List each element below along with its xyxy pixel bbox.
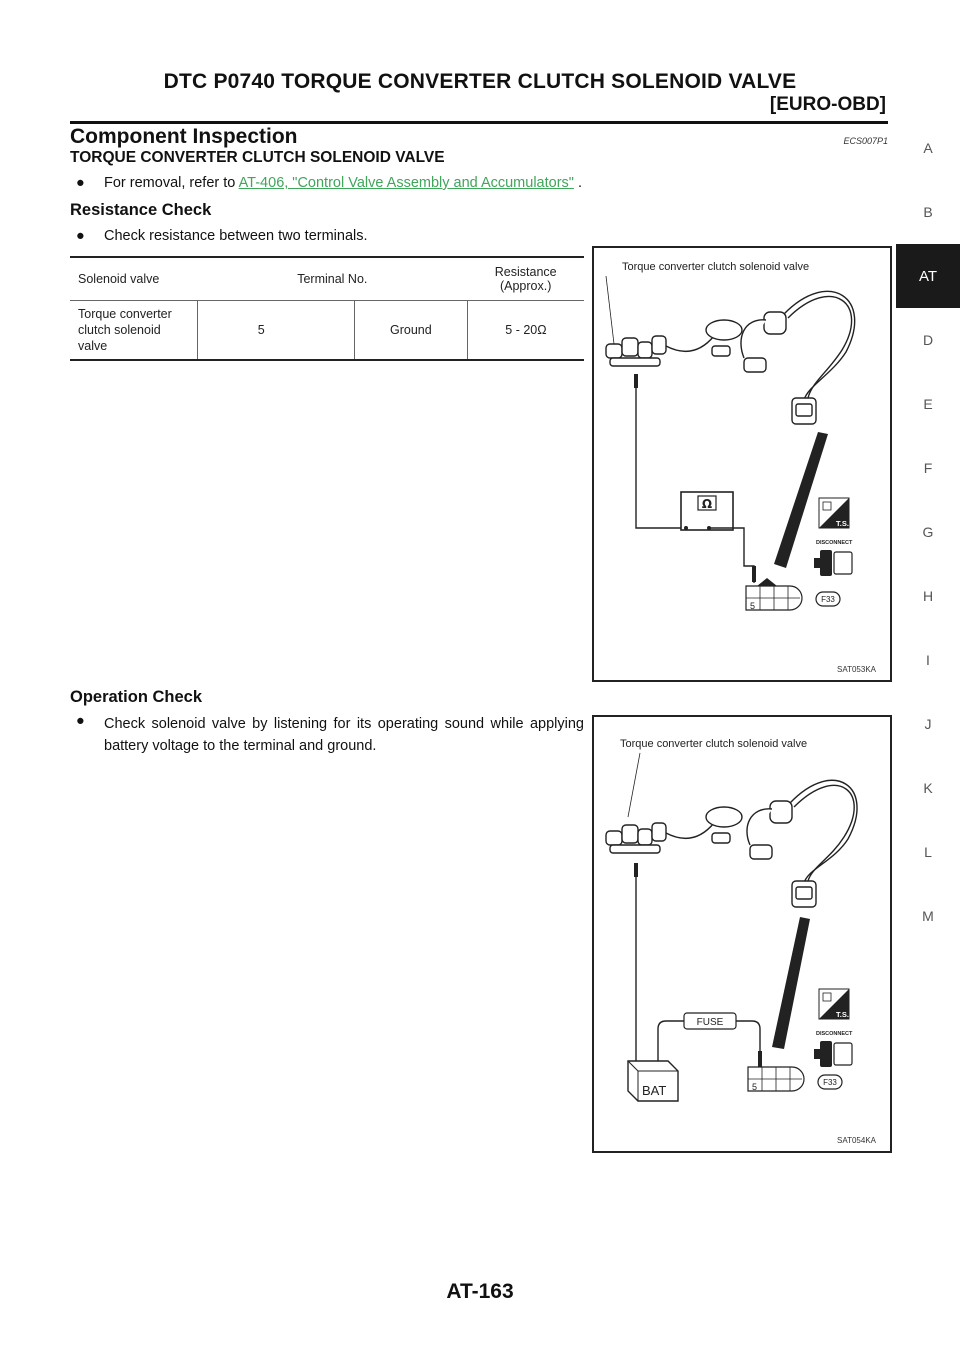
battery-illustration bbox=[628, 1061, 678, 1101]
cell-ground: Ground bbox=[354, 301, 467, 361]
figure-code: SAT054KA bbox=[837, 1136, 876, 1145]
section-tab-f[interactable]: F bbox=[923, 460, 933, 476]
terminal-label: 5 bbox=[752, 1082, 758, 1092]
page-header-subtitle: [EURO-OBD] bbox=[769, 94, 886, 115]
section-tab-b[interactable]: B bbox=[923, 204, 933, 220]
figure-resistance-check bbox=[592, 246, 892, 682]
col-resistance: Resistance (Approx.) bbox=[467, 257, 584, 301]
figure-caption: Torque converter clutch solenoid valve bbox=[622, 261, 810, 273]
removal-text: For removal, refer to AT-406, "Control Valve Assembly and Accumulators" . bbox=[104, 175, 582, 191]
figure-code: SAT053KA bbox=[837, 665, 876, 674]
operation-check-title: Operation Check bbox=[70, 688, 203, 706]
inspection-arrow bbox=[772, 917, 810, 1049]
svg-text:BAT: BAT bbox=[642, 1083, 667, 1098]
disconnect-connector-icon bbox=[814, 1041, 852, 1067]
figure-caption: Torque converter clutch solenoid valve bbox=[620, 738, 808, 750]
section-tab-at[interactable]: AT bbox=[896, 244, 960, 308]
section-tab-j[interactable]: J bbox=[924, 716, 932, 732]
ohm-icon: Ω bbox=[701, 497, 713, 511]
section-code: ECS007P1 bbox=[843, 136, 888, 146]
section-tab-l[interactable]: L bbox=[924, 844, 932, 860]
bullet-dot: ● bbox=[76, 228, 85, 244]
bullet-dot: ● bbox=[76, 713, 85, 729]
connector-label: F33 bbox=[823, 1078, 837, 1087]
section-tab-a[interactable]: A bbox=[923, 140, 933, 156]
resistance-bullet-text: Check resistance between two terminals. bbox=[104, 228, 368, 244]
cell-resistance: 5 - 20Ω bbox=[467, 301, 584, 361]
terminal-label: 5 bbox=[750, 601, 756, 611]
header-rule bbox=[70, 121, 888, 124]
section-tab-i[interactable]: I bbox=[926, 652, 930, 668]
ts-icon bbox=[819, 498, 849, 528]
table-row bbox=[70, 301, 584, 361]
section-title: Component Inspection bbox=[70, 125, 298, 148]
svg-text:T.S.: T.S. bbox=[836, 1010, 849, 1019]
page-number: AT-163 bbox=[446, 1280, 514, 1303]
resistance-check-title: Resistance Check bbox=[70, 201, 212, 219]
cell-terminal: 5 bbox=[197, 301, 354, 361]
operation-bullet-text: Check solenoid valve by listening for its operating sound while applying battery voltage to the terminal and ground. bbox=[104, 716, 584, 754]
operation-diagram bbox=[594, 717, 890, 1151]
disconnect-connector-icon bbox=[814, 550, 852, 576]
ts-icon bbox=[819, 989, 849, 1019]
solenoid-valve-illustration bbox=[606, 780, 857, 907]
svg-text:T.S.: T.S. bbox=[836, 519, 849, 528]
section-tab-e[interactable]: E bbox=[923, 396, 933, 412]
resistance-table bbox=[70, 256, 584, 361]
fuse-label: FUSE bbox=[696, 1017, 724, 1028]
bullet-dot: ● bbox=[76, 175, 85, 191]
disconnect-label: DISCONNECT bbox=[816, 1031, 853, 1037]
col-solenoid-valve: Solenoid valve bbox=[70, 257, 197, 301]
cell-valve: Torque converter clutch solenoid valve bbox=[70, 301, 197, 361]
section-tab-g[interactable]: G bbox=[922, 524, 934, 540]
section-tabs bbox=[896, 116, 960, 948]
removal-link[interactable]: AT-406, "Control Valve Assembly and Accumulators" bbox=[238, 175, 574, 191]
section-tab-d[interactable]: D bbox=[922, 332, 934, 348]
connector-label: F33 bbox=[821, 595, 835, 604]
col-terminal-no: Terminal No. bbox=[197, 257, 467, 301]
solenoid-valve-illustration bbox=[606, 291, 855, 424]
section-subtitle: TORQUE CONVERTER CLUTCH SOLENOID VALVE bbox=[70, 149, 445, 166]
section-tab-m[interactable]: M bbox=[922, 908, 934, 924]
disconnect-label: DISCONNECT bbox=[816, 540, 853, 546]
section-tab-k[interactable]: K bbox=[923, 780, 933, 796]
figure-operation-check bbox=[592, 715, 892, 1153]
resistance-diagram bbox=[594, 248, 890, 680]
page-header-title: DTC P0740 TORQUE CONVERTER CLUTCH SOLENOID VALVE bbox=[163, 70, 797, 93]
section-tab-h[interactable]: H bbox=[922, 588, 934, 604]
